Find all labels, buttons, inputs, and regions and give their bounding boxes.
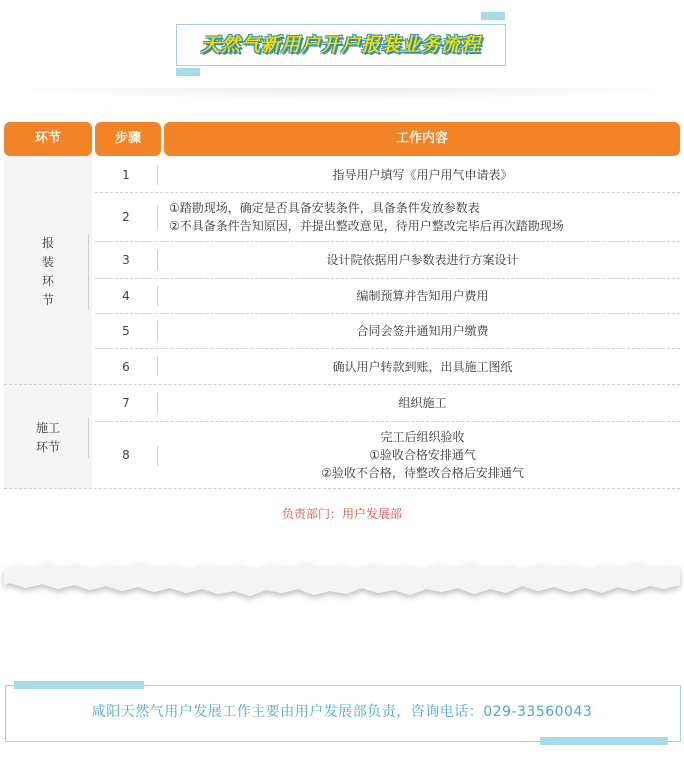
step-content (165, 314, 680, 348)
step-number: 2 (122, 210, 130, 224)
content-line: ①验收合格安排通气 (369, 448, 476, 462)
step-number: 8 (122, 448, 130, 462)
step-content (165, 422, 680, 488)
table-row (95, 158, 680, 192)
step-content (165, 193, 680, 241)
header-step: 步骤 (95, 122, 161, 156)
content-line: ①踏勘现场，确定是否具备安装条件，具备条件发放参数表 (169, 201, 480, 215)
cell-divider (157, 286, 158, 306)
step-content (165, 242, 680, 278)
step-content (165, 385, 680, 421)
group-label-line: 环 (41, 274, 54, 288)
step-content (165, 349, 680, 384)
content-line: 完工后组织验收 (380, 430, 465, 444)
step-number: 3 (122, 253, 130, 267)
group-label-install (4, 234, 92, 310)
content-line: ②不具备条件告知原因，并提出整改意见，待用户整改完毕后再次踏勘现场 (169, 219, 564, 233)
content-line: 设计院依据用户参数表进行方案设计 (326, 253, 519, 267)
cell-divider (157, 446, 158, 466)
cell-divider (157, 321, 158, 341)
step-content (165, 158, 680, 192)
header-stage: 环节 (4, 122, 92, 156)
step-number: 7 (122, 396, 130, 410)
group-label-line: 环节 (35, 440, 60, 454)
torn-paper-divider (0, 555, 684, 615)
responsible-department: 负责部门：用户发展部 (281, 507, 402, 521)
group-divider (88, 418, 89, 458)
cell-divider (157, 393, 158, 413)
cell-divider (157, 356, 158, 376)
header-content: 工作内容 (164, 122, 680, 156)
table-row (95, 422, 680, 488)
title-banner (176, 24, 506, 66)
step-number: 6 (122, 359, 130, 374)
table-row (95, 349, 680, 384)
content-line: 合同会签并通知用户缴费 (356, 324, 489, 338)
group-label-line: 施工 (35, 421, 60, 435)
content-line: 编制预算并告知用户费用 (356, 289, 489, 303)
table-row (95, 279, 680, 313)
footer-contact-text: 咸阳天然气用户发展工作主要由用户发展部负责，咨询电话：029-33560043 (91, 704, 593, 720)
content-line: 指导用户填写《用户用气申请表》 (332, 168, 513, 182)
table-bottom-line (4, 488, 680, 489)
title-decoration-bottom (176, 68, 200, 76)
group-label-line: 报 (41, 236, 54, 250)
group-label-construction (4, 419, 92, 457)
table-row (95, 193, 680, 241)
step-content (165, 279, 680, 313)
group-label-line: 装 (41, 255, 54, 269)
step-number: 1 (122, 168, 130, 182)
table-row (95, 314, 680, 348)
title-shadow (0, 88, 684, 100)
title-decoration-top (481, 12, 505, 20)
content-line: ②验收不合格，待整改合格后安排通气 (321, 466, 524, 480)
table-row (95, 385, 680, 421)
group-label-line: 节 (41, 293, 54, 307)
step-number: 5 (122, 324, 130, 338)
content-line: 确认用户转款到账，出具施工图纸 (332, 359, 513, 374)
table-row (95, 242, 680, 278)
step-number: 4 (122, 289, 130, 303)
page-title: 天然气新用户开户报装业务流程 (200, 34, 481, 56)
cell-divider (157, 250, 158, 270)
cell-divider (157, 165, 158, 185)
group-divider (88, 234, 89, 310)
content-line: 组织施工 (398, 396, 447, 410)
cell-divider (157, 205, 158, 229)
